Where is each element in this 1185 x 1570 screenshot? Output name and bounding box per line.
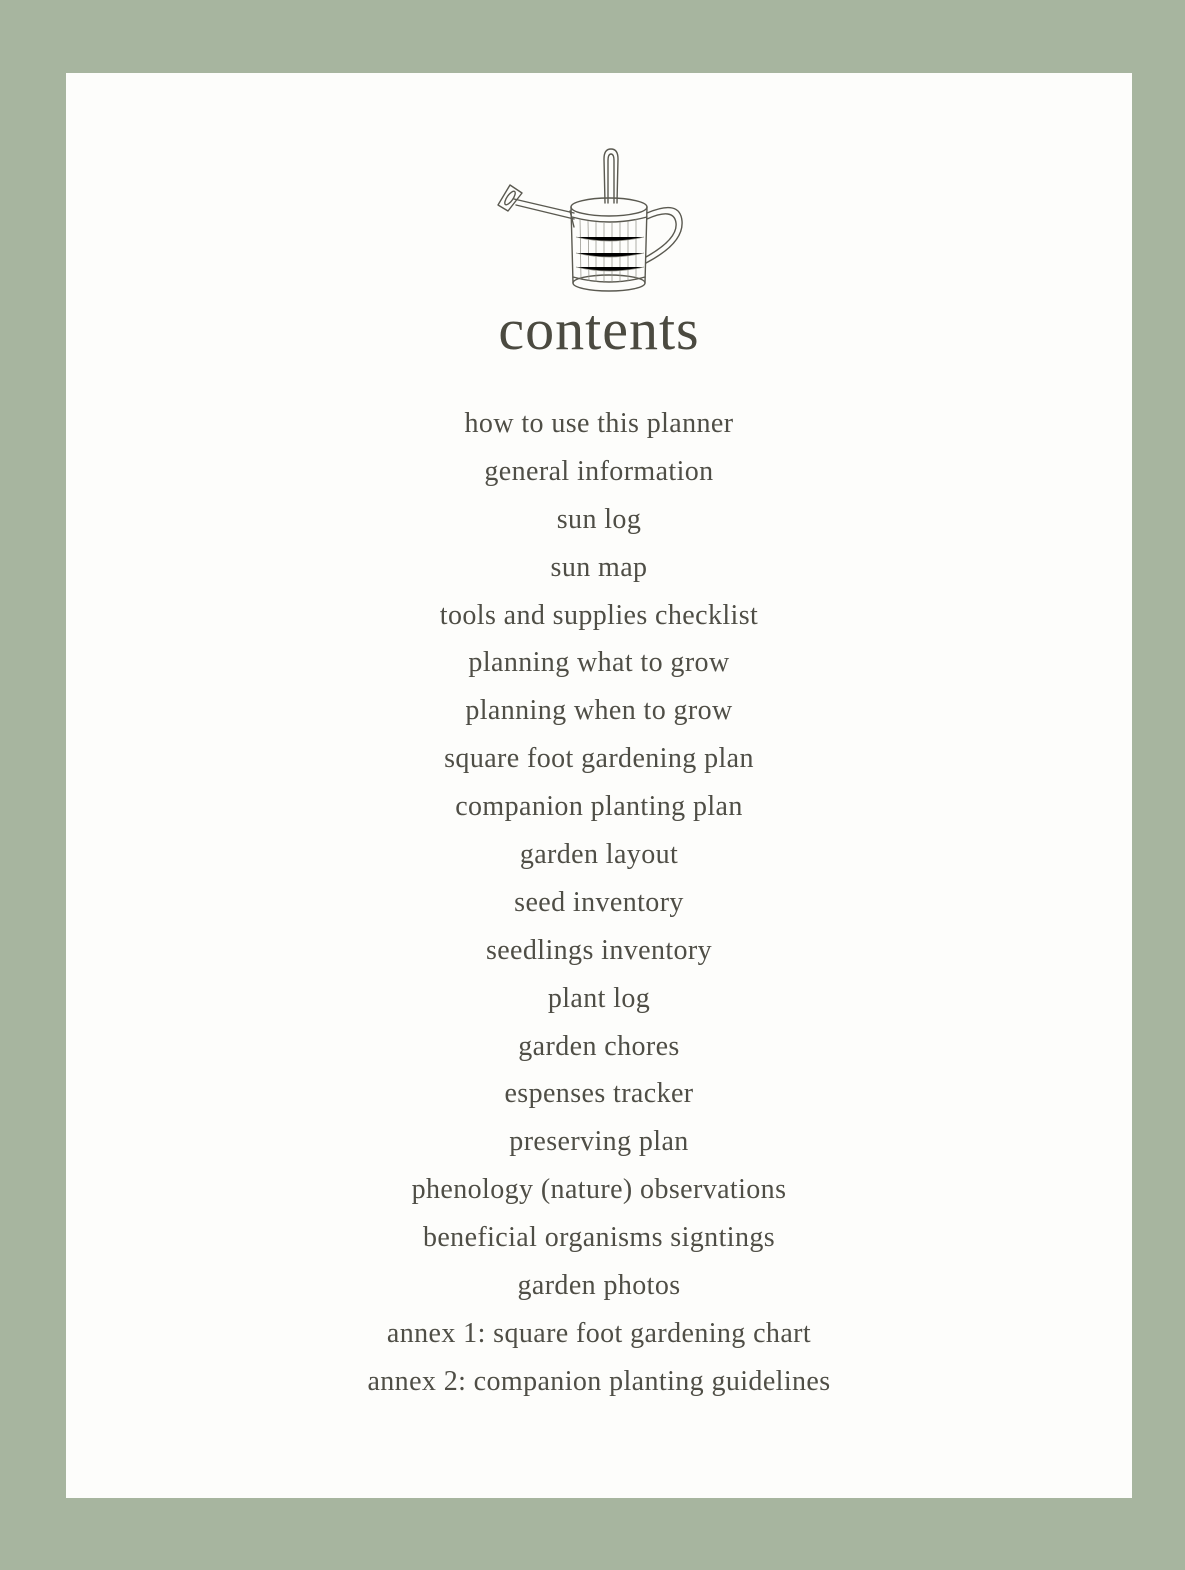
watering-can-icon bbox=[496, 147, 686, 297]
toc-item-label[interactable]: sun log bbox=[556, 503, 642, 535]
page-title: contents bbox=[498, 297, 700, 362]
toc-item[interactable] bbox=[66, 1314, 1132, 1362]
toc-item[interactable] bbox=[66, 1266, 1132, 1314]
toc-item-label[interactable]: sun map bbox=[550, 551, 648, 583]
toc-item-label[interactable]: preserving plan bbox=[509, 1126, 689, 1158]
toc-item-label[interactable]: garden chores bbox=[518, 1030, 680, 1062]
toc-item-label[interactable]: garden photos bbox=[517, 1270, 681, 1302]
toc-item-label[interactable]: garden layout bbox=[519, 839, 679, 871]
toc-item[interactable] bbox=[66, 1074, 1132, 1122]
toc-item[interactable] bbox=[66, 739, 1132, 787]
toc-item[interactable] bbox=[66, 931, 1132, 979]
toc-item[interactable] bbox=[66, 691, 1132, 739]
table-of-contents bbox=[66, 404, 1132, 1410]
toc-item-label[interactable]: companion planting plan bbox=[455, 791, 743, 823]
toc-item-label[interactable]: seedlings inventory bbox=[485, 934, 713, 966]
toc-item-label[interactable]: annex 1: square foot gardening chart bbox=[386, 1317, 812, 1349]
toc-item[interactable] bbox=[66, 787, 1132, 835]
toc-item-label[interactable]: tools and supplies checklist bbox=[439, 599, 759, 631]
toc-item[interactable] bbox=[66, 596, 1132, 644]
toc-item-label[interactable]: espenses tracker bbox=[504, 1078, 694, 1110]
toc-item[interactable] bbox=[66, 1218, 1132, 1266]
toc-item[interactable] bbox=[66, 452, 1132, 500]
toc-item[interactable] bbox=[66, 500, 1132, 548]
toc-item[interactable] bbox=[66, 643, 1132, 691]
toc-item-label[interactable]: planning when to grow bbox=[465, 695, 733, 727]
toc-item-label[interactable]: how to use this planner bbox=[464, 408, 734, 439]
toc-item-label[interactable]: square foot gardening plan bbox=[444, 743, 754, 775]
toc-item[interactable] bbox=[66, 979, 1132, 1027]
toc-item-label[interactable]: general information bbox=[484, 455, 714, 487]
toc-item-label[interactable]: annex 2: companion planting guidelines bbox=[367, 1365, 831, 1397]
toc-item-label[interactable]: phenology (nature) observations bbox=[411, 1174, 787, 1206]
toc-item-label[interactable]: planning what to grow bbox=[468, 647, 730, 679]
toc-item[interactable] bbox=[66, 1122, 1132, 1170]
toc-item[interactable] bbox=[66, 404, 1132, 452]
toc-item[interactable] bbox=[66, 1362, 1132, 1410]
contents-page bbox=[66, 73, 1132, 1498]
toc-item-label[interactable]: seed inventory bbox=[514, 886, 684, 918]
toc-item[interactable] bbox=[66, 1170, 1132, 1218]
toc-item[interactable] bbox=[66, 835, 1132, 883]
toc-item-label[interactable]: beneficial organisms signtings bbox=[422, 1222, 776, 1254]
toc-item-label[interactable]: plant log bbox=[547, 982, 651, 1014]
toc-item[interactable] bbox=[66, 883, 1132, 931]
toc-item[interactable] bbox=[66, 548, 1132, 596]
toc-item[interactable] bbox=[66, 1027, 1132, 1075]
